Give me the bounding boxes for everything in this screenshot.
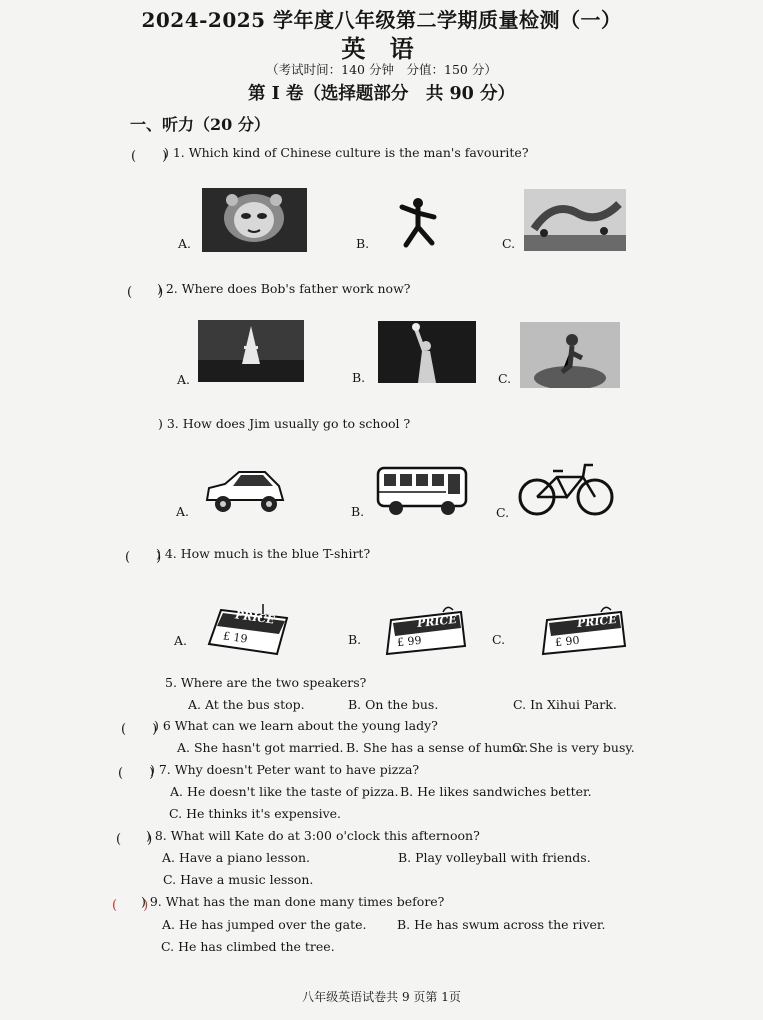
dragon-dance-photo (524, 189, 626, 251)
question-2-text: ) 2. Where does Bob's father work now? (157, 281, 411, 296)
price-word-a: PRICE (234, 608, 276, 627)
exam-title: 2024-2025 学年度八年级第二学期质量检测（一） (141, 8, 622, 32)
price-tag-c (535, 606, 627, 658)
bicycle-drawing (517, 459, 615, 517)
q8-option-b[interactable]: B. Play volleyball with friends. (398, 850, 591, 865)
q8-option-a[interactable]: A. Have a piano lesson. (162, 850, 310, 865)
q7-option-b[interactable]: B. He likes sandwiches better. (400, 784, 592, 799)
question-6-text: ) 6 What can we learn about the young lady? (154, 718, 438, 733)
q3-option-b[interactable]: B. (351, 504, 365, 519)
answer-paren-1[interactable]: ( ) (131, 149, 168, 164)
question-3-text: ) 3. How does Jim usually go to school ? (158, 416, 411, 431)
price-tag-a (205, 604, 291, 656)
q4-option-b[interactable]: B. (348, 632, 362, 647)
sydney-statue-photo (520, 322, 620, 388)
q5-option-a[interactable]: A. At the bus stop. (188, 697, 305, 712)
answer-paren-8[interactable]: ( ) (116, 832, 153, 847)
answer-paren-2[interactable]: ( ) (127, 285, 164, 300)
q2-option-c[interactable]: C. (498, 371, 512, 386)
q1-option-b[interactable]: B. (356, 236, 370, 251)
price-amount-c: £ 90 (554, 633, 581, 650)
q7-option-c[interactable]: C. He thinks it's expensive. (169, 806, 342, 821)
price-amount-b: £ 99 (396, 633, 423, 650)
exam-info: （考试时间：140 分钟 分值：150 分） (266, 62, 497, 77)
q9-option-b[interactable]: B. He has swum across the river. (397, 917, 606, 932)
price-tag-b (377, 606, 467, 658)
price-word-b: PRICE (416, 612, 458, 631)
q4-option-a[interactable]: A. (174, 633, 188, 648)
part-title: 第 I 卷（选择题部分 共 90 分） (248, 84, 515, 104)
eiffel-tower-photo (198, 320, 304, 382)
q5-option-c[interactable]: C. In Xihui Park. (513, 697, 617, 712)
kungfu-photo (394, 195, 442, 251)
question-5-text: 5. Where are the two speakers? (165, 675, 367, 690)
q9-option-a[interactable]: A. He has jumped over the gate. (162, 917, 367, 932)
q7-option-a[interactable]: A. He doesn't like the taste of pizza. (170, 784, 399, 799)
q6-option-c[interactable]: C. She is very busy. (512, 740, 635, 755)
price-word-c: PRICE (576, 612, 618, 631)
question-9-text: ) 9. What has the man done many times before? (141, 894, 445, 909)
q5-option-b[interactable]: B. On the bus. (348, 697, 439, 712)
q2-option-a[interactable]: A. (177, 372, 191, 387)
q6-option-a[interactable]: A. She hasn't got married. (177, 740, 344, 755)
question-8-text: ) 8. What will Kate do at 3:00 o'clock this afternoon? (146, 828, 480, 843)
section-title: 一、听力（20 分） (130, 115, 270, 134)
q1-option-a[interactable]: A. (178, 236, 192, 251)
q2-option-b[interactable]: B. (352, 370, 366, 385)
answer-paren-9[interactable]: ( ) (112, 898, 149, 913)
q1-option-c[interactable]: C. (502, 236, 516, 251)
statue-of-liberty-photo (378, 321, 476, 383)
q4-option-c[interactable]: C. (492, 632, 506, 647)
bus-drawing (374, 462, 470, 518)
q3-option-a[interactable]: A. (176, 504, 190, 519)
answer-paren-7[interactable]: ( ) (118, 766, 155, 781)
page-footer: 八年级英语试卷共 9 页第 1页 (302, 990, 461, 1004)
q9-option-c[interactable]: C. He has climbed the tree. (161, 939, 335, 954)
question-1-text: ) 1. Which kind of Chinese culture is the man's favourite? (164, 145, 529, 160)
question-4-text: ) 4. How much is the blue T-shirt? (156, 546, 371, 561)
price-amount-a: £ 19 (222, 629, 249, 646)
q6-option-b[interactable]: B. She has a sense of humor. (346, 740, 529, 755)
answer-paren-4[interactable]: ( ) (125, 550, 162, 565)
subject-title: 英 语 (341, 34, 422, 63)
q8-option-c[interactable]: C. Have a music lesson. (163, 872, 314, 887)
q3-option-c[interactable]: C. (496, 505, 510, 520)
answer-paren-6[interactable]: ( ) (121, 722, 158, 737)
opera-mask-photo (202, 188, 307, 252)
question-7-text: ) 7. Why doesn't Peter want to have pizza? (150, 762, 420, 777)
car-drawing (203, 464, 287, 516)
